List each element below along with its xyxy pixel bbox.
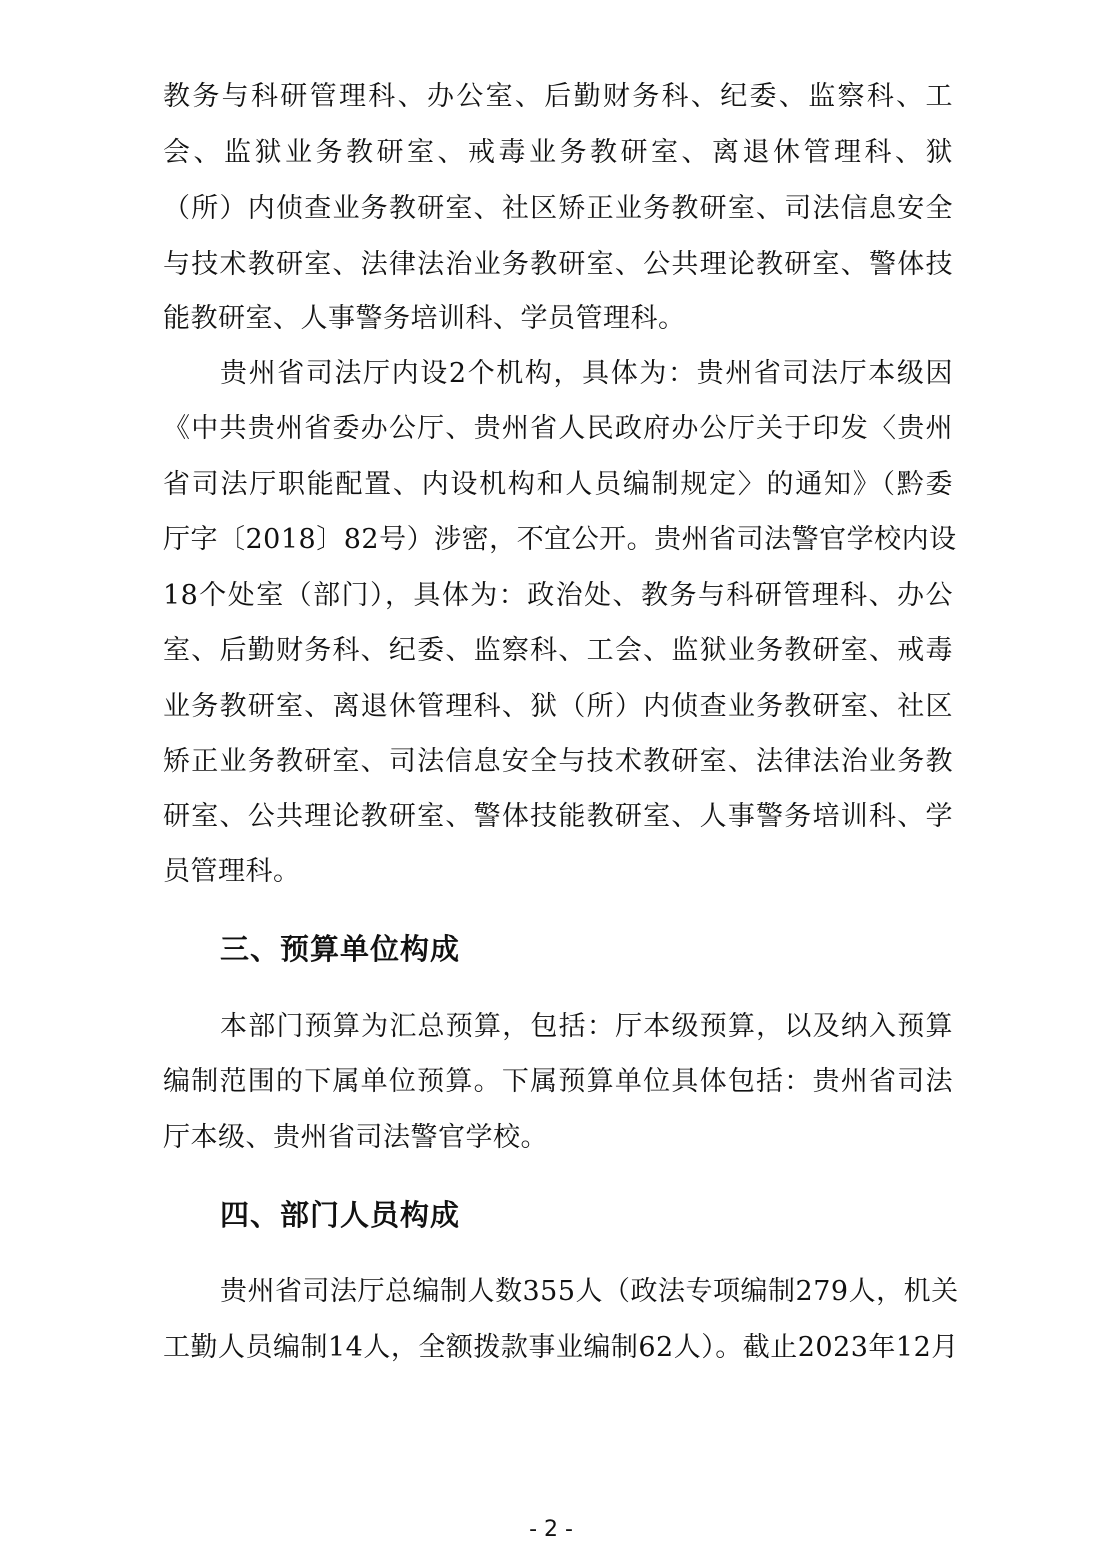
paragraph-2-line-6: 室、后勤财务科、纪委、监察科、工会、监狱业务教研室、戒毒 bbox=[163, 635, 953, 666]
paragraph-2-line-4: 厅字〔2018〕82号）涉密，不宜公开。贵州省司法警官学校内设 bbox=[163, 524, 957, 555]
paragraph-4-line-2: 工勤人员编制14人，全额拨款事业编制62人）。截止2023年12月 bbox=[163, 1332, 959, 1363]
paragraph-2-line-7: 业务教研室、离退休管理科、狱（所）内侦查业务教研室、社区 bbox=[163, 691, 953, 722]
section-3-heading: 三、预算单位构成 bbox=[220, 932, 461, 966]
page-number: - 2 - bbox=[529, 1517, 573, 1542]
paragraph-2-line-3: 省司法厅职能配置、内设机构和人员编制规定〉的通知》（黔委 bbox=[163, 469, 953, 500]
paragraph-1-line-4: 与技术教研室、法律法治业务教研室、公共理论教研室、警体技 bbox=[163, 249, 953, 280]
paragraph-3-line-3: 厅本级、贵州省司法警官学校。 bbox=[163, 1122, 548, 1153]
paragraph-2-line-2: 《中共贵州省委办公厅、贵州省人民政府办公厅关于印发〈贵州 bbox=[163, 413, 953, 444]
paragraph-2-line-9: 研室、公共理论教研室、警体技能教研室、人事警务培训科、学 bbox=[163, 801, 953, 832]
paragraph-1-line-5: 能教研室、人事警务培训科、学员管理科。 bbox=[163, 303, 686, 334]
section-4-heading: 四、部门人员构成 bbox=[220, 1198, 461, 1232]
paragraph-3-line-2: 编制范围的下属单位预算。下属预算单位具体包括：贵州省司法 bbox=[163, 1066, 953, 1097]
paragraph-2-line-1: 贵州省司法厅内设2个机构，具体为：贵州省司法厅本级因 bbox=[220, 358, 953, 389]
paragraph-1-line-3: （所）内侦查业务教研室、社区矫正业务教研室、司法信息安全 bbox=[163, 193, 953, 224]
paragraph-2-line-5: 18个处室（部门），具体为：政治处、教务与科研管理科、办公 bbox=[163, 580, 953, 611]
paragraph-1-line-1: 教务与科研管理科、办公室、后勤财务科、纪委、监察科、工 bbox=[163, 81, 953, 112]
paragraph-2-line-10: 员管理科。 bbox=[163, 856, 301, 887]
paragraph-4-line-1: 贵州省司法厅总编制人数355人（政法专项编制279人，机关 bbox=[220, 1276, 959, 1307]
paragraph-1-line-2: 会、监狱业务教研室、戒毒业务教研室、离退休管理科、狱 bbox=[163, 137, 953, 168]
paragraph-3-line-1: 本部门预算为汇总预算，包括：厅本级预算，以及纳入预算 bbox=[220, 1011, 953, 1042]
paragraph-2-line-8: 矫正业务教研室、司法信息安全与技术教研室、法律法治业务教 bbox=[163, 746, 953, 777]
